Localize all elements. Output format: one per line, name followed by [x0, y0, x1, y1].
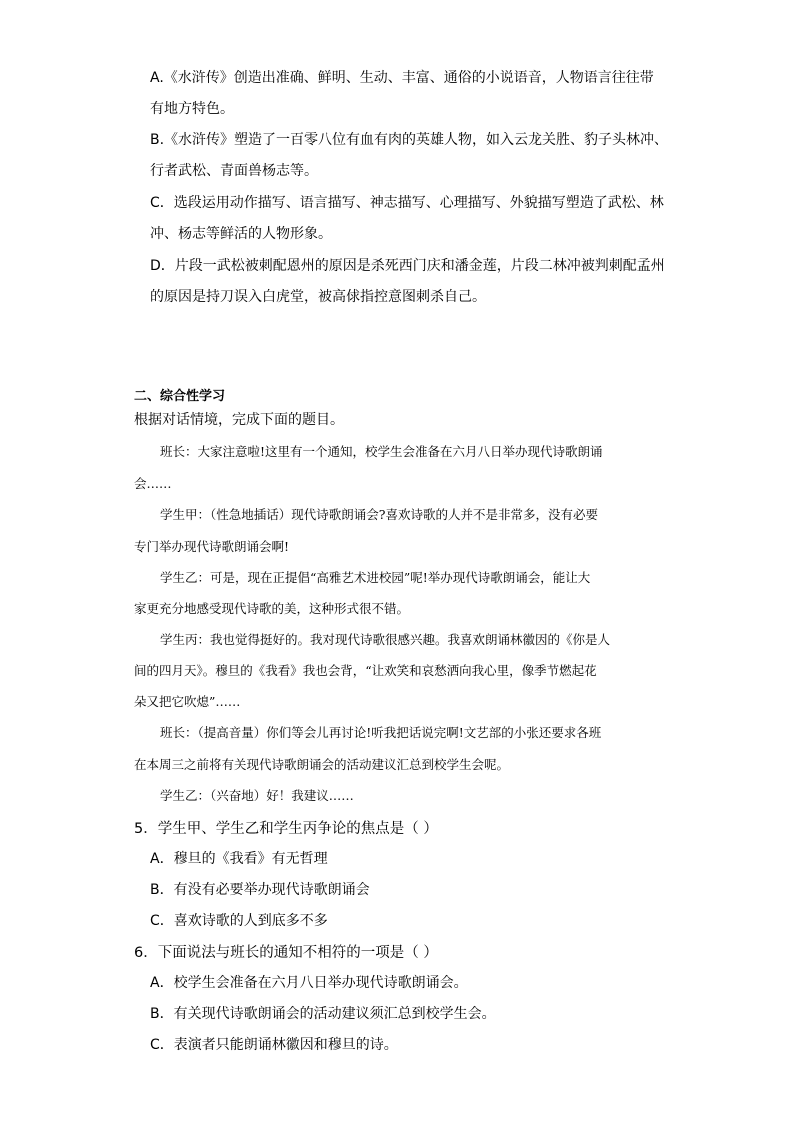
option-c-line-2: 冲、杨志等鲜活的人物形象。 [150, 226, 332, 242]
question-option: A．校学生会准备在六月八日举办现代诗歌朗诵会。 [150, 975, 468, 991]
dialogue-line: 在本周三之前将有关现代诗歌朗诵会的活动建议汇总到校学生会呢。 [134, 757, 510, 772]
option-d-line-1: D．片段一武松被刺配恩州的原因是杀死西门庆和潘金莲，片段二林冲被判刺配孟州 [150, 258, 665, 274]
question-option: B．有关现代诗歌朗诵会的活动建议须汇总到校学生会。 [150, 1006, 496, 1022]
dialogue-line: 学生甲：（性急地插话）现代诗歌朗诵会?喜欢诗歌的人并不是非常多，没有必要 [160, 507, 598, 522]
dialogue-line: 专门举办现代诗歌朗诵会啊! [134, 539, 290, 554]
question-option: C．喜欢诗歌的人到底多不多 [150, 913, 328, 929]
question-stem: 6．下面说法与班长的通知不相符的一项是（ ） [134, 945, 438, 961]
question-stem: 5．学生甲、学生乙和学生丙争论的焦点是（ ） [134, 821, 438, 837]
option-c-line-1: C．选段运用动作描写、语言描写、神志描写、心理描写、外貌描写塑造了武松、林 [150, 195, 664, 211]
option-b-line-2: 行者武松、青面兽杨志等。 [150, 163, 318, 179]
question-option: B．有没有必要举办现代诗歌朗诵会 [150, 882, 370, 898]
section-title: 二、综合性学习 [134, 389, 226, 404]
dialogue-line: 班长：大家注意啦!这里有一个通知，校学生会准备在六月八日举办现代诗歌朗诵 [160, 444, 603, 459]
dialogue-line: 学生丙：我也觉得挺好的。我对现代诗歌很感兴趣。我喜欢朗诵林徽因的《你是人 [160, 632, 611, 647]
option-a-line-1: A.《水浒传》创造出准确、鲜明、生动、丰富、通俗的小说语音，人物语言往往带 [150, 70, 654, 86]
option-b-line-1: B.《水浒传》塑造了一百零八位有血有肉的英雄人物，如入云龙关胜、豹子头林冲、 [150, 132, 669, 148]
dialogue-line: 朵又把它吹熄”…… [134, 694, 241, 709]
option-d-line-2: 的原因是持刀误入白虎堂，被高俅指控意图刺杀自己。 [150, 289, 486, 305]
dialogue-line: 间的四月天》。穆旦的《我看》我也会背，“让欢笑和哀愁洒向我心里，像季节燃起花 [134, 663, 597, 678]
option-a-line-2: 有地方特色。 [150, 101, 234, 117]
question-option: C．表演者只能朗诵林徽因和穆旦的诗。 [150, 1037, 398, 1053]
dialogue-line: 学生乙：可是，现在正提倡“高雅艺术进校园”呢!举办现代诗歌朗诵会，能让大 [160, 570, 591, 585]
dialogue-line: 家更充分地感受现代诗歌的美，这种形式很不错。 [134, 601, 410, 616]
dialogue-line: 会…… [134, 476, 172, 491]
dialogue-line: 学生乙：（兴奋地）好！我建议…… [160, 788, 354, 803]
question-option: A．穆旦的《我看》有无哲理 [150, 851, 328, 867]
section-intro: 根据对话情境，完成下面的题目。 [134, 412, 344, 428]
dialogue-line: 班长：（提高音量）你们等会儿再讨论!听我把话说完啊!文艺部的小张还要求各班 [160, 725, 602, 740]
